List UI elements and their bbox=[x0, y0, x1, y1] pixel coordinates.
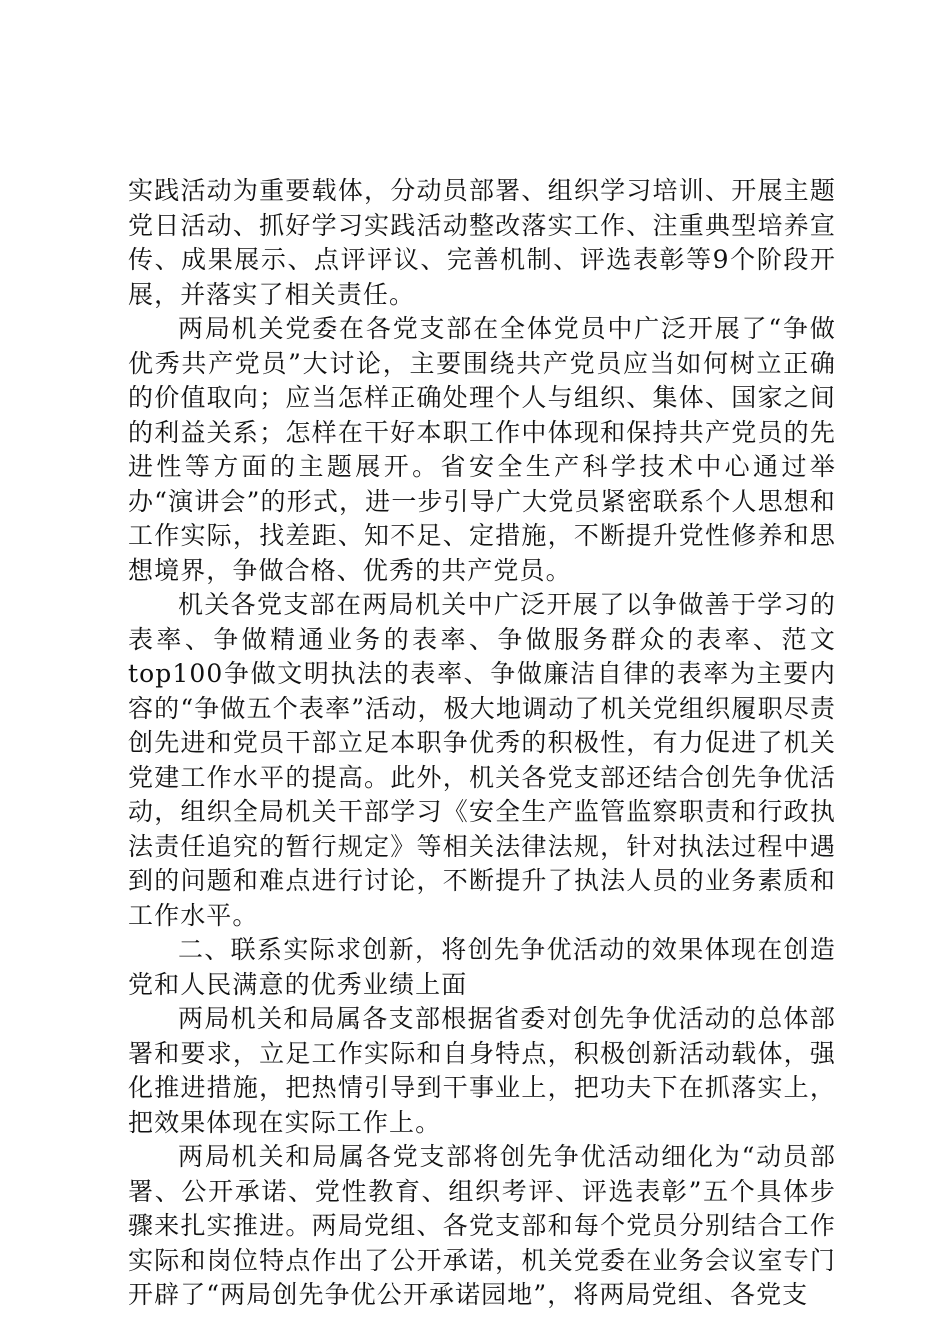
paragraph-4: 两局机关和局属各支部根据省委对创先争优活动的总体部署和要求，立足工作实际和自身特点，积极创新活动载体，强化推进措施，把热情引导到干事业上，把功夫下在抓落实上，把效果体现在实际工作上。 bbox=[128, 1004, 836, 1137]
section-heading-2: 二、联系实际求创新，将创先争优活动的效果体现在创造党和人民满意的优秀业绩上面 bbox=[128, 935, 836, 999]
paragraph-1: 实践活动为重要载体，分动员部署、组织学习培训、开展主题党日活动、抓好学习实践活动整改落实工作、注重典型培养宣传、成果展示、点评评议、完善机制、评选表彰等9个阶段开展，并落实了相关责任。 bbox=[128, 176, 836, 309]
paragraph-2: 两局机关党委在各党支部在全体党员中广泛开展了“争做优秀共产党员”大讨论，主要围绕共产党员应当如何树立正确的价值取向；应当怎样正确处理个人与组织、集体、国家之间的利益关系；怎样在干好本职工作中体现和保持共产党员的先进性等方面的主题展开。省安全生产科学技术中心通过举办“演讲会”的形式，进一步引导广大党员紧密联系个人思想和工作实际，找差距、知不足、定措施，不断提升党性修养和思想境界，争做合格、优秀的共产党员。 bbox=[128, 314, 836, 585]
document-body bbox=[128, 174, 836, 1313]
paragraph-3: 机关各党支部在两局机关中广泛开展了以争做善于学习的表率、争做精通业务的表率、争做服务群众的表率、范文top100争做文明执法的表率、争做廉洁自律的表率为主要内容的“争做五个表率”活动，极大地调动了机关党组织履职尽责创先进和党员干部立足本职争优秀的积极性，有力促进了机关党建工作水平的提高。此外，机关各党支部还结合创先争优活动，组织全局机关干部学习《安全生产监管监察职责和行政执法责任追究的暂行规定》等相关法律法规，针对执法过程中遇到的问题和难点进行讨论，不断提升了执法人员的业务素质和工作水平。 bbox=[128, 590, 836, 930]
paragraph-5: 两局机关和局属各党支部将创先争优活动细化为“动员部署、公开承诺、党性教育、组织考评、评选表彰”五个具体步骤来扎实推进。两局党组、各党支部和每个党员分别结合工作实际和岗位特点作出了公开承诺，机关党委在业务会议室专门开辟了“两局创先争优公开承诺园地”，将两局党组、各党支 bbox=[128, 1142, 836, 1309]
